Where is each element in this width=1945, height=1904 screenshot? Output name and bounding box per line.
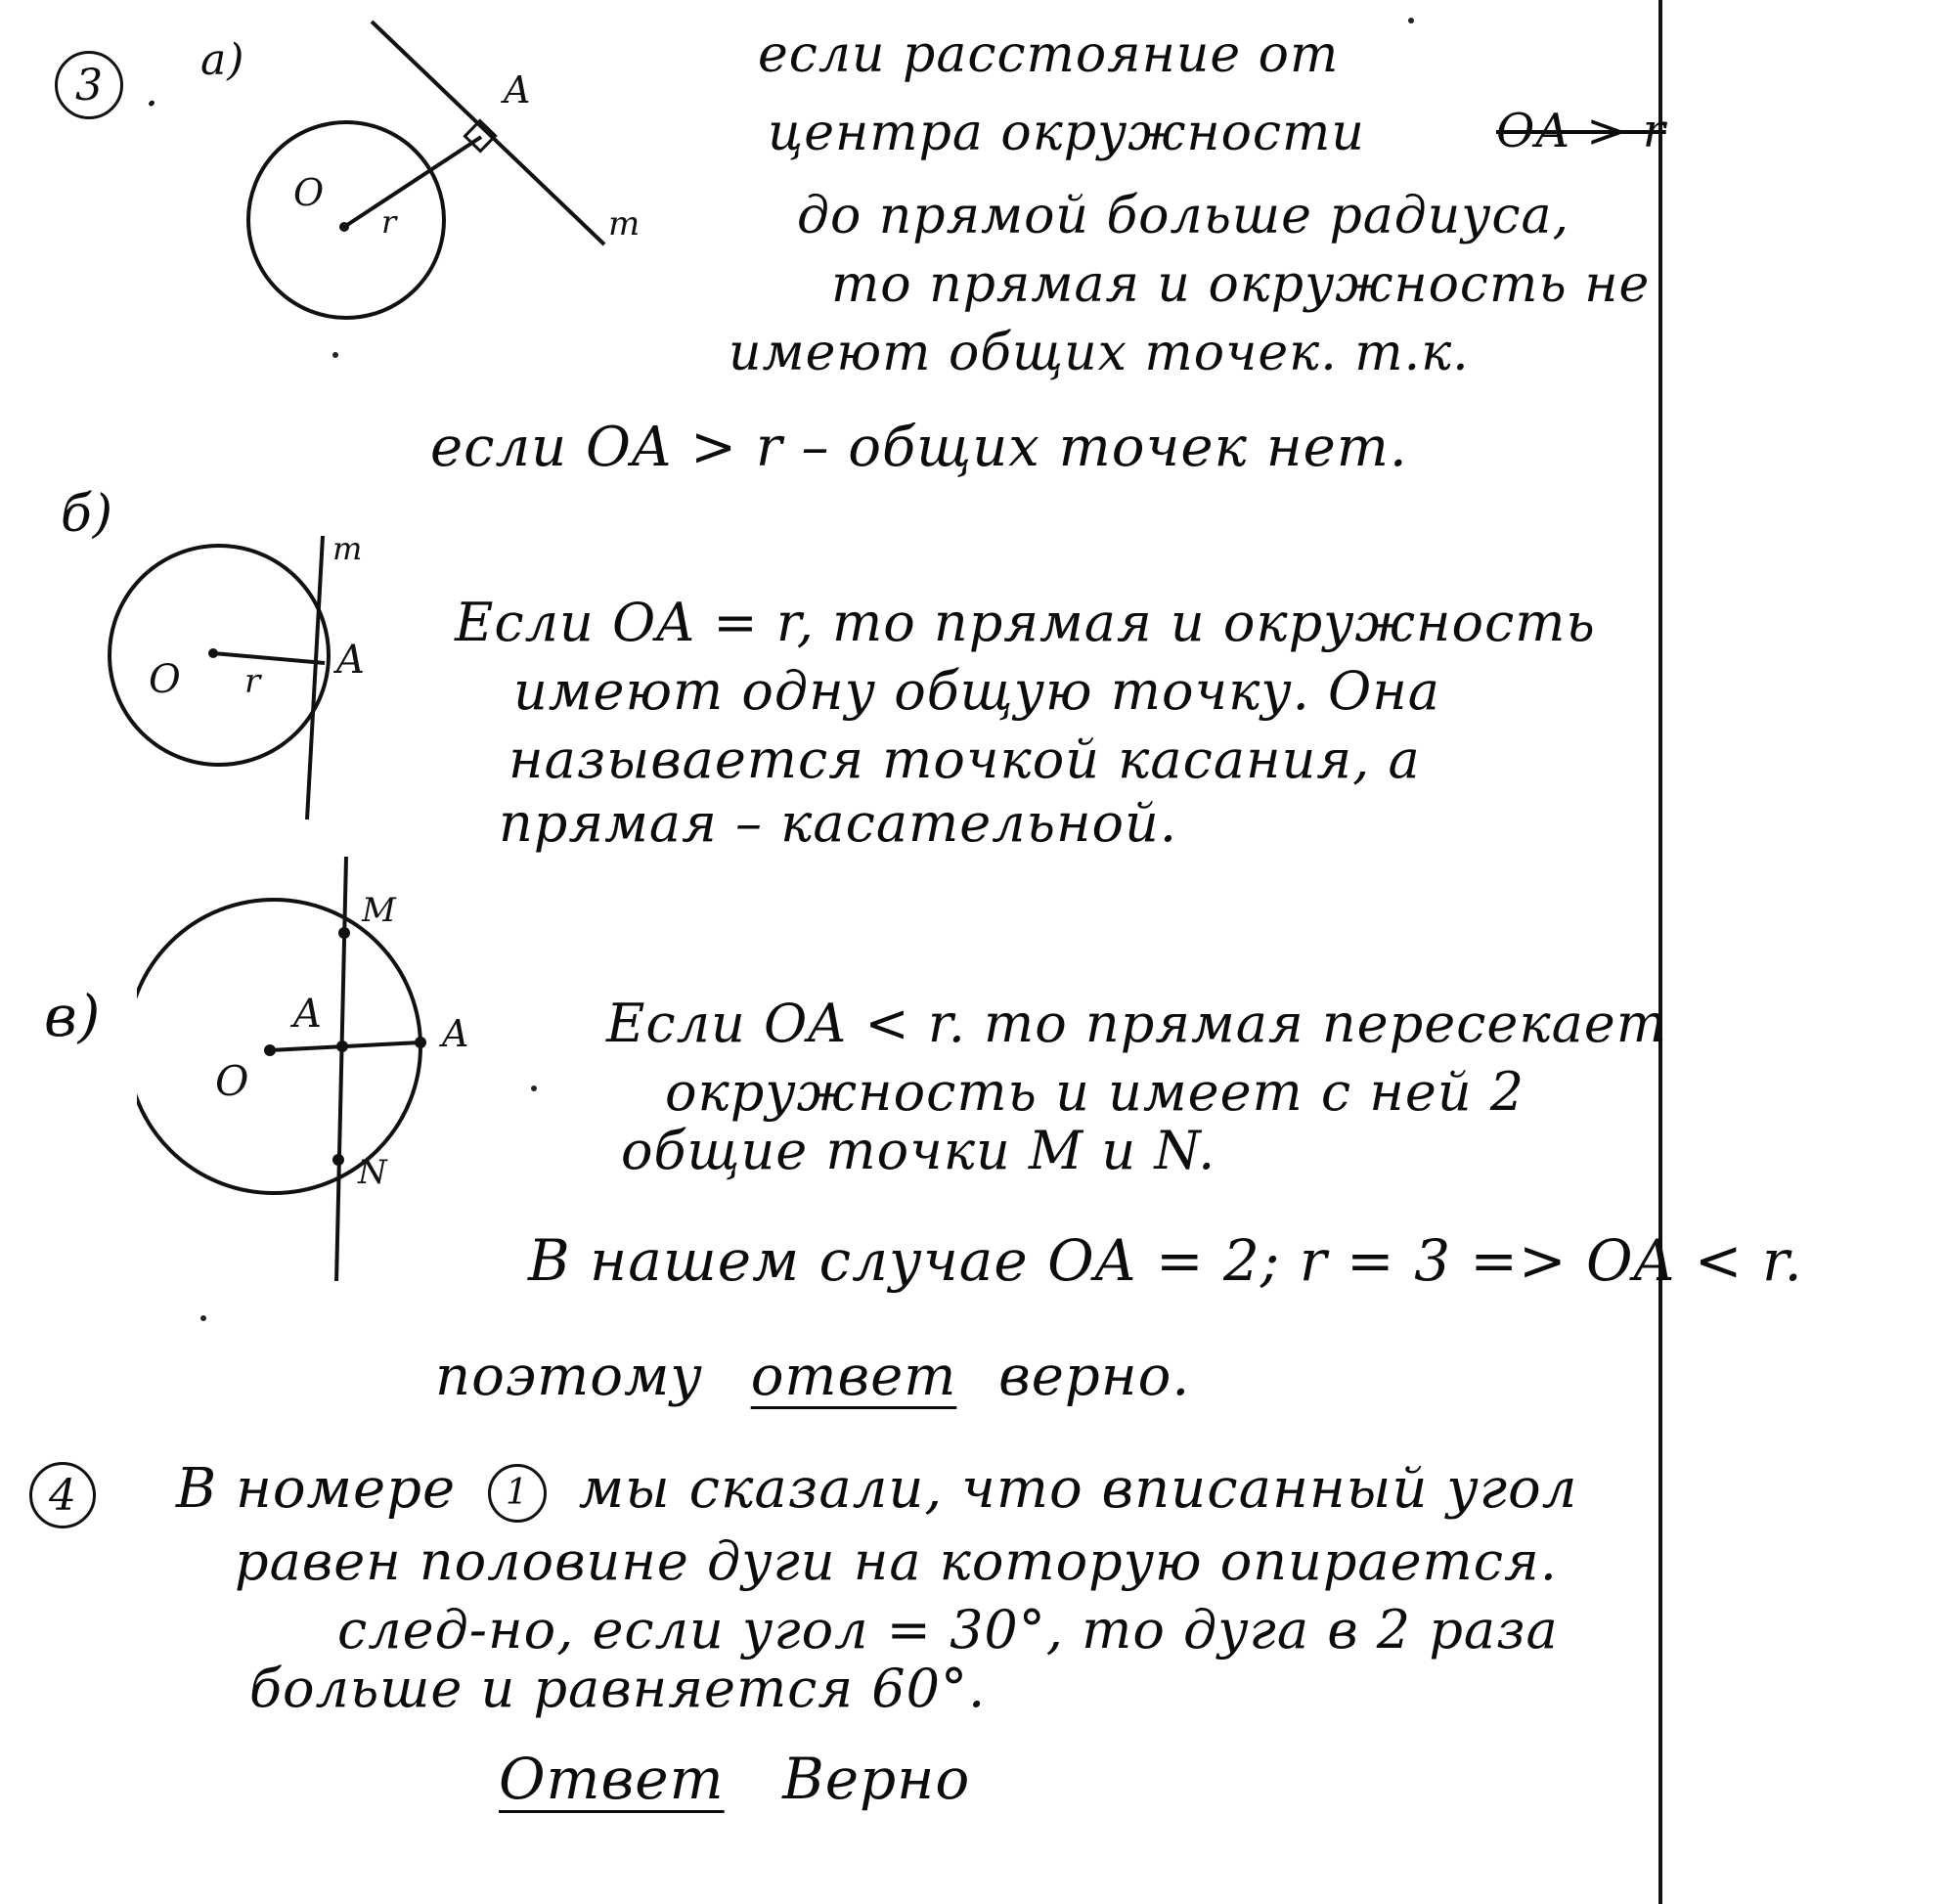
problem-4-line-3: след-но, если угол = 30°, то дуга в 2 раза [337, 1599, 1559, 1660]
diagram-part-c [137, 851, 508, 1281]
problem-4-answer [499, 1746, 971, 1812]
center-dot-c [264, 1044, 276, 1056]
problem-3-number: 3 [55, 51, 123, 119]
label-m-c: M [362, 891, 396, 930]
label-r-b: r [244, 662, 261, 701]
diagram-part-b [98, 518, 381, 841]
part-c-text-1: Если OA < r. то прямая пересекает [606, 993, 1667, 1054]
problem-4-line-1-post: мы сказали, что вписанный угол [578, 1457, 1578, 1521]
point-n-dot [332, 1154, 344, 1166]
stray-mark [200, 1315, 206, 1321]
label-o-c: O [215, 1057, 249, 1105]
part-b-text-4: прямая – касательной. [499, 792, 1177, 854]
label-o-b: O [149, 657, 181, 702]
label-n-c: N [358, 1153, 387, 1192]
part-b-marker: б) [61, 485, 114, 544]
part-c-answer [435, 1345, 1191, 1408]
part-a-text-1: если расстояние от [758, 25, 1340, 84]
stray-mark [531, 1085, 537, 1091]
answer-prefix: поэтому [435, 1345, 703, 1408]
center-dot-b [208, 648, 218, 658]
part-c-marker: в) [44, 983, 102, 1049]
label-o-a: O [293, 171, 325, 214]
part-c-our-case: В нашем случае OA = 2; r = 3 => OA < r. [528, 1227, 1803, 1294]
label-a-far-c: A [442, 1012, 469, 1055]
label-a-a: A [504, 68, 531, 111]
problem-4-answer-word: Ответ [499, 1746, 725, 1812]
circle-a [248, 122, 444, 318]
part-a-marker: а) [200, 35, 245, 85]
problem-3-period: . [145, 66, 159, 116]
answer-suffix: верно. [998, 1345, 1191, 1408]
part-a-text-2: центра окружности [768, 104, 1365, 162]
problem-4-line-1-pre: В номере [176, 1457, 457, 1521]
stray-mark [1408, 18, 1414, 23]
tangent-line-b [307, 536, 323, 819]
part-a-struck: OA > r [1496, 104, 1666, 158]
problem-4-line-4: больше и равняется 60°. [249, 1658, 987, 1719]
label-r-a: r [381, 203, 397, 241]
secant-line-c [336, 857, 346, 1281]
problem-4-line-2: равен половине дуги на которую опирается. [235, 1530, 1558, 1592]
problem-4-answer-value: Верно [782, 1746, 971, 1812]
stray-mark [332, 352, 338, 358]
diagram-part-a [225, 10, 665, 362]
label-m-b: m [332, 530, 363, 567]
problem-ref-number: 1 [488, 1464, 547, 1523]
foot-dot-c [336, 1041, 348, 1052]
problem-4-line-1 [176, 1457, 1578, 1523]
edge-dot-c [415, 1037, 426, 1048]
label-m-a: m [608, 204, 641, 244]
part-b-text-2: имеют одну общую точку. Она [513, 660, 1441, 722]
radius-b [213, 653, 325, 663]
part-c-text-3: общие точки M и N. [621, 1120, 1216, 1181]
part-a-text-5: имеют общих точек. т.к. [729, 324, 1470, 382]
part-c-text-2: окружность и имеет с ней 2 [665, 1061, 1525, 1123]
problem-4-number: 4 [29, 1462, 96, 1528]
center-dot-a [339, 222, 349, 232]
part-a-conclusion: если OA > r – общих точек нет. [430, 416, 1408, 479]
part-b-text-1: Если OA = r, то прямая и окружность [455, 592, 1596, 653]
label-a-b: A [336, 638, 365, 683]
part-a-text-4: то прямая и окружность не [831, 255, 1651, 314]
margin-line [1658, 0, 1662, 1904]
part-b-text-3: называется точкой касания, а [508, 729, 1421, 790]
answer-word: ответ [750, 1345, 957, 1408]
line-m-a [372, 22, 604, 244]
part-a-text-3: до прямой больше радиуса, [797, 187, 1570, 245]
point-m-dot [338, 927, 350, 939]
label-a-foot-c: A [293, 992, 322, 1037]
